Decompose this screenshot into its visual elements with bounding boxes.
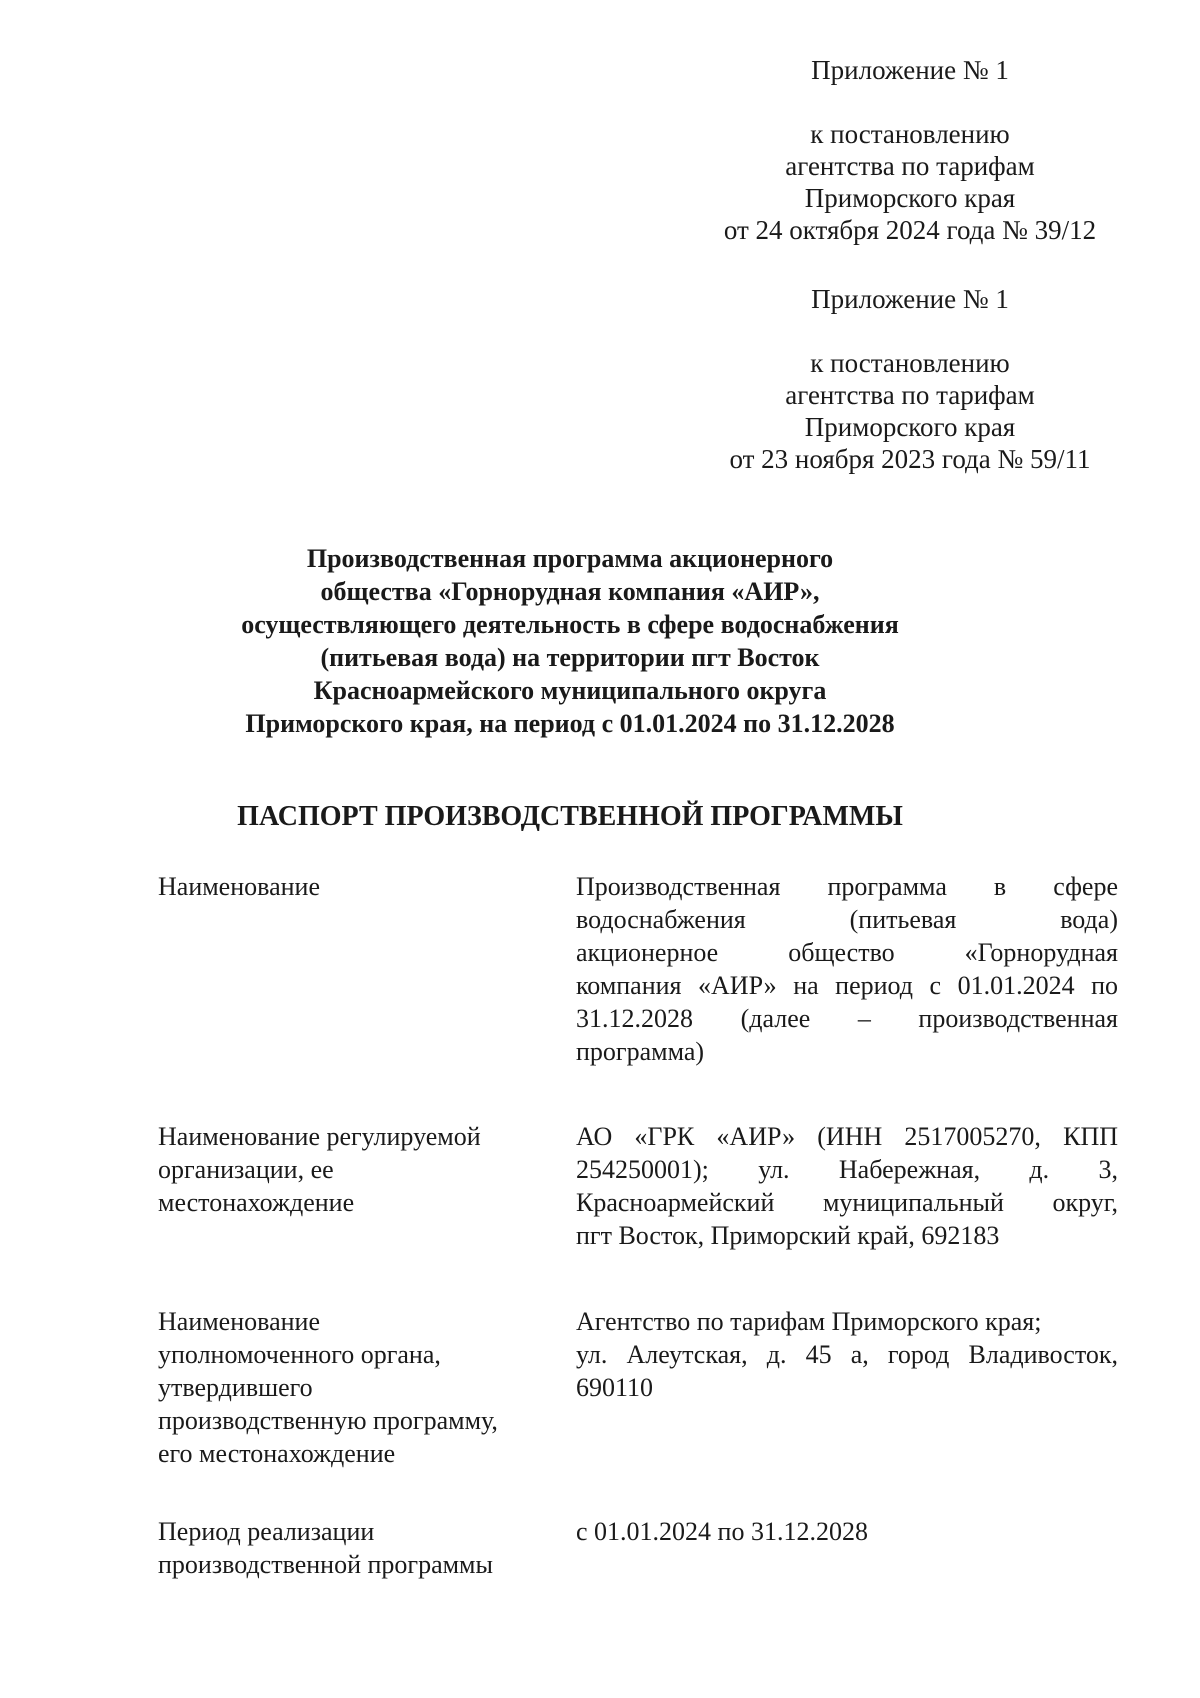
label-line: местонахождение bbox=[158, 1188, 355, 1217]
label-line: организации, ее bbox=[158, 1155, 334, 1184]
value-line: АО «ГРК «АИР» (ИНН 2517005270, КПП bbox=[576, 1122, 1118, 1151]
annex-title: Приложение № 1 bbox=[811, 284, 1009, 314]
label-line: производственную программу, bbox=[158, 1406, 498, 1435]
passport-row-label bbox=[158, 870, 538, 903]
label-line: Наименование bbox=[158, 1307, 320, 1336]
program-title-line: (питьевая вода) на территории пгт Восток bbox=[320, 643, 820, 672]
value-line: Производственная программа в сфере bbox=[576, 872, 1118, 901]
label-line: утвердившего bbox=[158, 1373, 313, 1402]
value-line: программа) bbox=[576, 1037, 705, 1066]
value-line: 690110 bbox=[576, 1373, 654, 1402]
annex-line: агентства по тарифам bbox=[785, 380, 1035, 410]
annex-line: агентства по тарифам bbox=[785, 151, 1035, 181]
label-line: производственной программы bbox=[158, 1550, 493, 1579]
passport-row-value bbox=[576, 1305, 1118, 1404]
passport-row-label bbox=[158, 1120, 538, 1219]
value-line: компания «АИР» на период с 01.01.2024 по bbox=[576, 971, 1118, 1000]
label-line: уполномоченного органа, bbox=[158, 1340, 441, 1369]
value-line: с 01.01.2024 по 31.12.2028 bbox=[576, 1517, 868, 1546]
annex-current bbox=[700, 54, 1120, 246]
value-line: акционерное общество «Горнорудная bbox=[576, 938, 1118, 967]
value-line: Красноармейский муниципальный округ, bbox=[576, 1188, 1118, 1217]
program-title bbox=[170, 542, 970, 740]
value-line: водоснабжения (питьевая вода) bbox=[576, 905, 1118, 934]
label-line: его местонахождение bbox=[158, 1439, 396, 1468]
value-line: пгт Восток, Приморский край, 692183 bbox=[576, 1221, 1000, 1250]
program-title-line: Приморского края, на период с 01.01.2024 по 31.12.2028 bbox=[245, 709, 895, 738]
label-line: Период реализации bbox=[158, 1517, 375, 1546]
annex-title: Приложение № 1 bbox=[811, 55, 1009, 85]
value-line: Агентство по тарифам Приморского края; bbox=[576, 1307, 1042, 1336]
passport-row-label bbox=[158, 1515, 538, 1581]
annex-date-line: от 23 ноября 2023 года № 59/11 bbox=[729, 444, 1091, 474]
annex-line: к постановлению bbox=[810, 119, 1010, 149]
program-title-line: общества «Горнорудная компания «АИР», bbox=[320, 577, 820, 606]
program-title-line: Красноармейского муниципального округа bbox=[313, 676, 827, 705]
value-line: 31.12.2028 (далее – производственная bbox=[576, 1004, 1118, 1033]
annex-line: Приморского края bbox=[804, 412, 1016, 442]
annex-line: к постановлению bbox=[810, 348, 1010, 378]
annex-date-line: от 24 октября 2024 года № 39/12 bbox=[723, 215, 1097, 245]
passport-row-label bbox=[158, 1305, 538, 1470]
annex-line: Приморского края bbox=[804, 183, 1016, 213]
program-title-line: Производственная программа акционерного bbox=[306, 544, 834, 573]
passport-row-value bbox=[576, 1515, 1118, 1548]
value-line: ул. Алеутская, д. 45 а, город Владивосток, bbox=[576, 1340, 1118, 1369]
passport-row-value bbox=[576, 1120, 1118, 1252]
label-line: Наименование регулируемой bbox=[158, 1122, 481, 1151]
passport-heading: ПАСПОРТ ПРОИЗВОДСТВЕННОЙ ПРОГРАММЫ bbox=[237, 801, 903, 832]
value-line: 254250001); ул. Набережная, д. 3, bbox=[576, 1155, 1118, 1184]
program-title-line: осуществляющего деятельность в сфере водоснабжения bbox=[241, 610, 899, 639]
label-line: Наименование bbox=[158, 872, 320, 901]
passport-row-value bbox=[576, 870, 1118, 1068]
annex-previous bbox=[700, 283, 1120, 475]
